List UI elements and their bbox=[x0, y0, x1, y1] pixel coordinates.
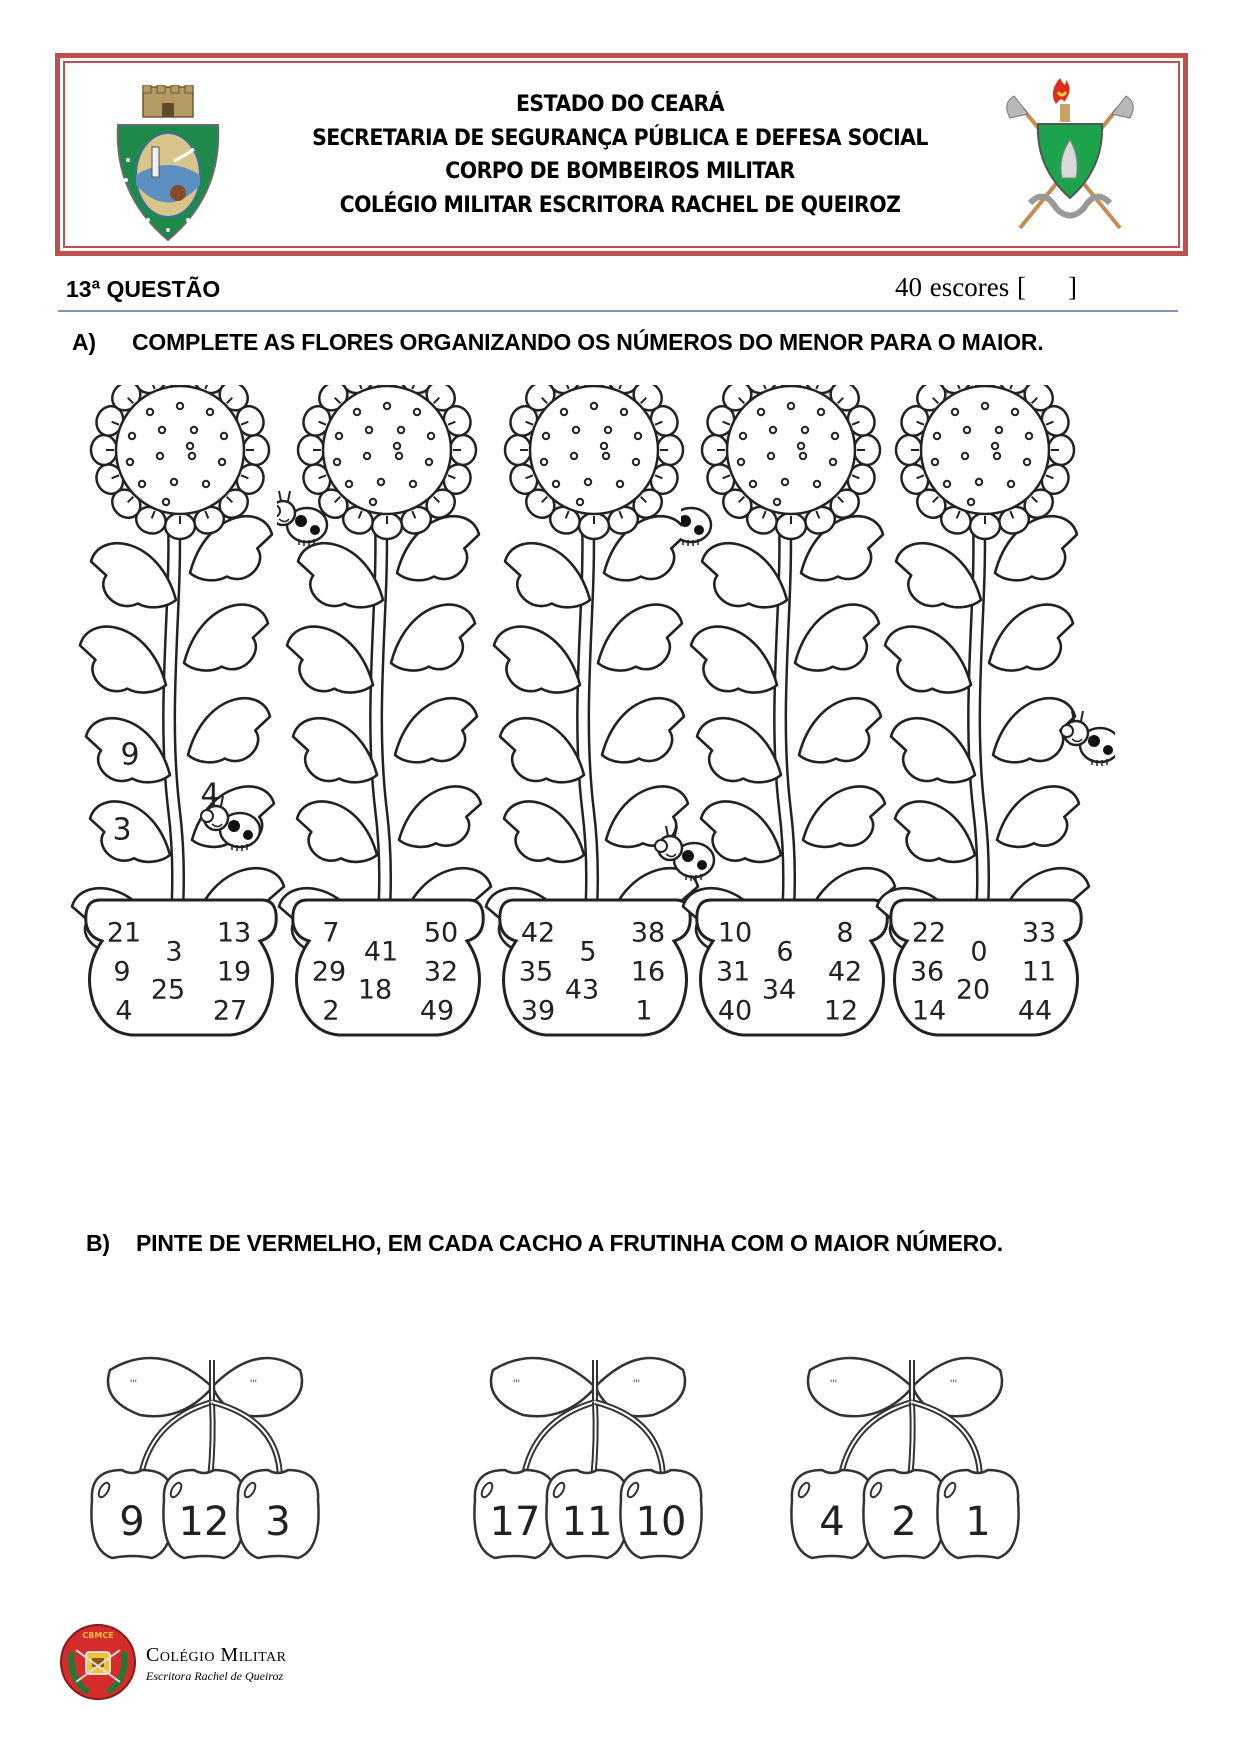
header-title-block bbox=[257, 88, 982, 222]
divider bbox=[58, 310, 1178, 312]
question-title: 13ª QUESTÃO bbox=[66, 276, 221, 302]
pot-number: 49 bbox=[419, 995, 455, 1027]
cherry-number[interactable]: 10 bbox=[635, 1499, 687, 1545]
svg-text:''': ''' bbox=[830, 1377, 837, 1391]
pot-numbers bbox=[875, 385, 1089, 1160]
pot-number: 50 bbox=[423, 917, 459, 949]
pot-number: 10 bbox=[717, 917, 753, 949]
pot-number: 16 bbox=[630, 956, 666, 988]
footer-school-name: Colégio Militar bbox=[146, 1644, 287, 1666]
pot-number: 14 bbox=[911, 995, 947, 1027]
pot-number: 21 bbox=[106, 917, 142, 949]
pot-number: 4 bbox=[115, 995, 133, 1027]
pot-number: 12 bbox=[823, 995, 859, 1027]
pot-number: 27 bbox=[212, 995, 248, 1027]
pot-number: 19 bbox=[216, 956, 252, 988]
pot-number: 38 bbox=[630, 917, 666, 949]
pot-number: 13 bbox=[216, 917, 252, 949]
score-close-bracket: ] bbox=[1067, 272, 1077, 302]
svg-text:''': ''' bbox=[513, 1377, 520, 1391]
pot-numbers bbox=[70, 385, 284, 1160]
pot-number: 3 bbox=[165, 936, 183, 968]
part-a-tag: A) bbox=[72, 329, 96, 355]
flower-5 bbox=[875, 385, 1089, 1160]
pot-number: 0 bbox=[970, 936, 988, 968]
cherry-bunch-2 bbox=[463, 1330, 763, 1580]
pot-number: 5 bbox=[579, 936, 597, 968]
cherry-bunch-3 bbox=[780, 1330, 1080, 1580]
ceara-coat-of-arms-icon bbox=[108, 85, 228, 245]
school-logo-icon bbox=[58, 1622, 138, 1702]
pot-number: 7 bbox=[322, 917, 340, 949]
flower-1 bbox=[70, 385, 284, 1160]
pot-numbers bbox=[277, 385, 491, 1160]
pot-number: 22 bbox=[911, 917, 947, 949]
pot-number: 43 bbox=[564, 974, 600, 1006]
part-b-text: PINTE DE VERMELHO, EM CADA CACHO A FRUTINHA COM O MAIOR NÚMERO. bbox=[136, 1230, 1003, 1256]
cherry-number[interactable]: 11 bbox=[561, 1499, 613, 1545]
pot-number: 42 bbox=[827, 956, 863, 988]
score-field bbox=[895, 272, 1077, 303]
pot-number: 31 bbox=[715, 956, 751, 988]
pot-number: 20 bbox=[955, 974, 991, 1006]
pot-number: 1 bbox=[635, 995, 653, 1027]
pot-number: 9 bbox=[113, 956, 131, 988]
pot-number: 41 bbox=[363, 936, 399, 968]
cherry-number[interactable]: 12 bbox=[178, 1499, 230, 1545]
pot-numbers bbox=[681, 385, 895, 1160]
pot-number: 34 bbox=[761, 974, 797, 1006]
pot-number: 25 bbox=[150, 974, 186, 1006]
svg-text:''': ''' bbox=[250, 1377, 257, 1391]
cherry-bunch-1 bbox=[80, 1330, 380, 1580]
pot-number: 44 bbox=[1017, 995, 1053, 1027]
fire-brigade-emblem-icon bbox=[1000, 78, 1140, 238]
pot-number: 36 bbox=[909, 956, 945, 988]
pot-number: 33 bbox=[1021, 917, 1057, 949]
pot-number: 11 bbox=[1021, 956, 1057, 988]
header-line-school: COLÉGIO MILITAR ESCRITORA RACHEL DE QUEIROZ bbox=[339, 192, 901, 218]
cherry-number[interactable]: 4 bbox=[819, 1499, 845, 1545]
header-line-state: ESTADO DO CEARÁ bbox=[516, 92, 724, 117]
pot-number: 6 bbox=[776, 936, 794, 968]
score-label: 40 escores [ bbox=[895, 272, 1026, 302]
svg-text:''': ''' bbox=[950, 1377, 957, 1391]
flower-3 bbox=[484, 385, 698, 1160]
pot-number: 29 bbox=[311, 956, 347, 988]
part-a-text: COMPLETE AS FLORES ORGANIZANDO OS NÚMEROS DO MENOR PARA O MAIOR. bbox=[132, 329, 1044, 355]
part-a-instruction bbox=[72, 329, 1043, 356]
footer-school-subtitle: Escritora Rachel de Queiroz bbox=[146, 1669, 284, 1683]
part-b-instruction bbox=[86, 1230, 1003, 1257]
cherry-number[interactable]: 9 bbox=[119, 1499, 145, 1545]
pot-number: 18 bbox=[357, 974, 393, 1006]
svg-text:''': ''' bbox=[130, 1377, 137, 1391]
leaf-number: 9 bbox=[120, 737, 140, 773]
flower-2 bbox=[277, 385, 491, 1160]
flower-4 bbox=[681, 385, 895, 1160]
pot-numbers bbox=[484, 385, 698, 1160]
svg-text:''': ''' bbox=[633, 1377, 640, 1391]
pot-number: 8 bbox=[836, 917, 854, 949]
logo-badge-text: CBMCE bbox=[82, 1631, 114, 1640]
pot-number: 39 bbox=[520, 995, 556, 1027]
cherry-number[interactable]: 17 bbox=[489, 1499, 541, 1545]
header-line-secretariat: SECRETARIA DE SEGURANÇA PÚBLICA E DEFESA SOCIAL bbox=[312, 125, 928, 151]
cherry-number[interactable]: 1 bbox=[965, 1499, 991, 1545]
pot-number: 42 bbox=[520, 917, 556, 949]
pot-number: 35 bbox=[518, 956, 554, 988]
leaf-number: 3 bbox=[112, 812, 132, 848]
pot-number: 32 bbox=[423, 956, 459, 988]
cherry-number[interactable]: 2 bbox=[891, 1499, 917, 1545]
leaf-number: 4 bbox=[200, 777, 220, 813]
pot-number: 2 bbox=[322, 995, 340, 1027]
header-line-fire-brigade: CORPO DE BOMBEIROS MILITAR bbox=[445, 159, 795, 184]
part-b-tag: B) bbox=[86, 1230, 110, 1256]
flowers-exercise bbox=[70, 385, 1180, 1160]
pot-number: 40 bbox=[717, 995, 753, 1027]
cherry-number[interactable]: 3 bbox=[265, 1499, 291, 1545]
cherries-exercise bbox=[80, 1330, 1190, 1580]
